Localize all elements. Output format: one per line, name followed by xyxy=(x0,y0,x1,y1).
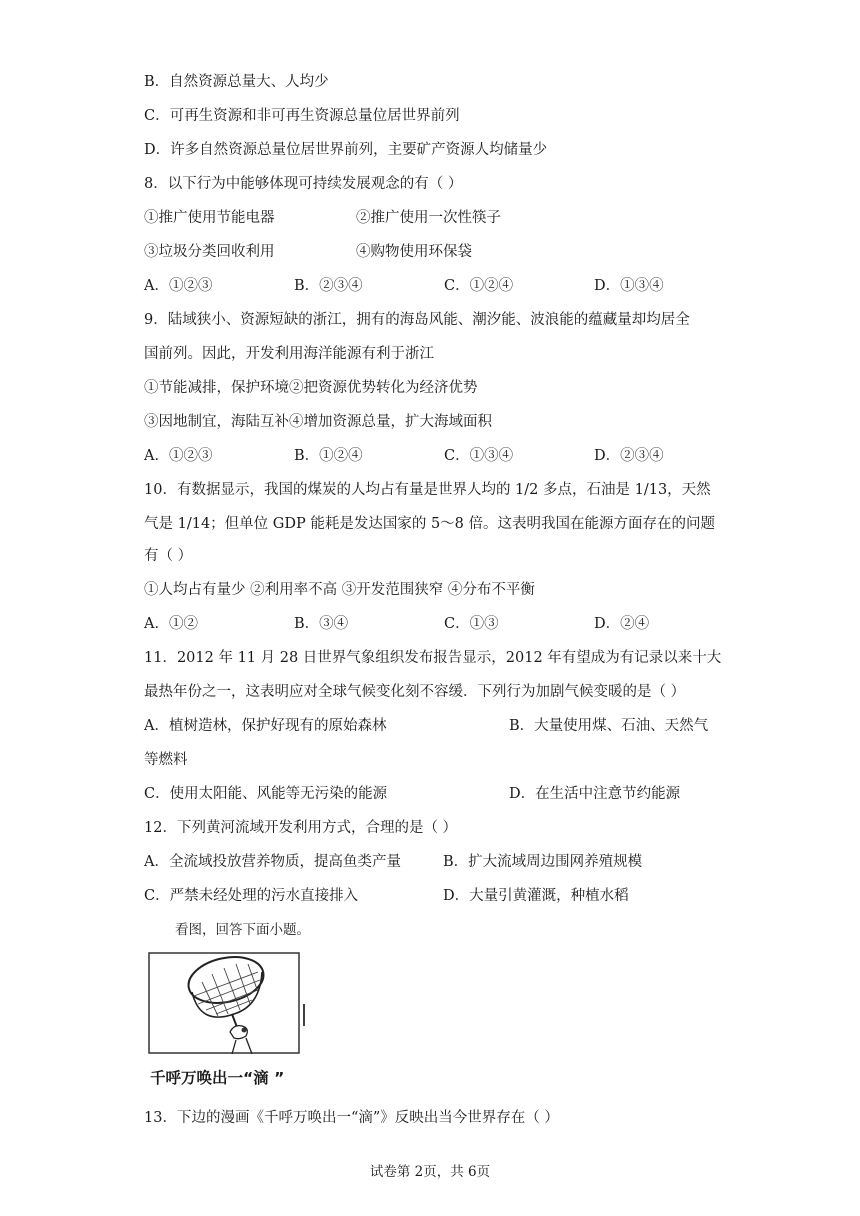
q10-option-d: D．②④ xyxy=(594,616,650,632)
cartoon-caption: 千呼万唤出一“滴 ” xyxy=(150,1069,285,1087)
q8-item-4: ④购物使用环保袋 xyxy=(356,244,472,260)
q10-option-c: C．①③ xyxy=(444,616,499,632)
q12-option-a: A．全流域投放营养物质，提高鱼类产量 xyxy=(144,854,401,870)
q11-option-b-continued: 等燃料 xyxy=(144,752,188,768)
q11-option-a: A．植树造林，保护好现有的原始森林 xyxy=(144,718,387,734)
q12-option-b: B．扩大流域周边围网养殖规模 xyxy=(443,854,643,870)
q8-option-a: A．①②③ xyxy=(144,278,213,294)
q8-option-d: D．①③④ xyxy=(594,278,664,294)
q9-option-a: A．①②③ xyxy=(144,448,213,464)
q8-stem: 8．以下行为中能够体现可持续发展观念的有（ ） xyxy=(144,176,463,192)
q9-stem-line-1: 9．陆域狭小、资源短缺的浙江，拥有的海岛风能、潮汐能、波浪能的蕴藏量却均居全 xyxy=(144,312,690,328)
q9-option-c: C．①③④ xyxy=(444,448,514,464)
cartoon-intro: 看图，回答下面小题。 xyxy=(175,922,310,938)
q12-option-c: C．严禁未经处理的污水直接排入 xyxy=(144,888,359,904)
q9-stem-line-2: 国前列。因此，开发利用海洋能源有利于浙江 xyxy=(144,346,434,362)
q9-option-b: B．①②④ xyxy=(294,448,363,464)
q10-stem-line-1: 10．有数据显示，我国的煤炭的人均占有量是世界人均的 1/2 多点，石油是 1/13，天然 xyxy=(144,482,711,498)
q10-stem-line-3: 有（ ） xyxy=(144,548,193,564)
q7-option-b: B．自然资源总量大、人均少 xyxy=(144,74,329,90)
q8-item-2: ②推广使用一次性筷子 xyxy=(356,210,501,226)
q8-item-3: ③垃圾分类回收利用 xyxy=(144,244,275,260)
q9-option-d: D．②③④ xyxy=(594,448,664,464)
cartoon-illustration xyxy=(148,952,308,1056)
q13-stem: 13．下边的漫画《千呼万唤出一“滴”》反映出当今世界存在（ ） xyxy=(144,1110,559,1126)
q10-items: ①人均占有量少 ②利用率不高 ③开发范围狭窄 ④分布不平衡 xyxy=(144,582,535,598)
q8-item-1: ①推广使用节能电器 xyxy=(144,210,275,226)
page-footer: 试卷第 2页，共 6页 xyxy=(369,1164,491,1180)
q11-option-c: C．使用太阳能、风能等无污染的能源 xyxy=(144,786,388,802)
q10-option-b: B．③④ xyxy=(294,616,349,632)
q11-option-b: B．大量使用煤、石油、天然气 xyxy=(509,718,709,734)
q11-option-d: D．在生活中注意节约能源 xyxy=(509,786,681,802)
q10-option-a: A．①② xyxy=(144,616,198,632)
q7-option-d: D．许多自然资源总量位居世界前列，主要矿产资源人均储量少 xyxy=(144,142,548,158)
q11-stem-line-2: 最热年份之一，这表明应对全球气候变化刻不容缓．下列行为加剧气候变暖的是（ ） xyxy=(144,684,686,700)
q8-option-b: B．②③④ xyxy=(294,278,363,294)
q9-items-line-1: ①节能减排，保护环境②把资源优势转化为经济优势 xyxy=(144,380,478,396)
q11-stem-line-1: 11．2012 年 11 月 28 日世界气象组织发布报告显示，2012 年有望成为有记录以来十大 xyxy=(144,650,722,666)
q8-option-c: C．①②④ xyxy=(444,278,514,294)
q9-items-line-2: ③因地制宜，海陆互补④增加资源总量，扩大海域面积 xyxy=(144,414,492,430)
q12-option-d: D．大量引黄灌溉，种植水稻 xyxy=(443,888,629,904)
q12-stem: 12．下列黄河流域开发利用方式，合理的是（ ） xyxy=(144,820,458,836)
q10-stem-line-2: 气是 1/14；但单位 GDP 能耗是发达国家的 5～8 倍。这表明我国在能源方面存在的问题 xyxy=(144,516,716,532)
q7-option-c: C．可再生资源和非可再生资源总量位居世界前列 xyxy=(144,108,460,124)
